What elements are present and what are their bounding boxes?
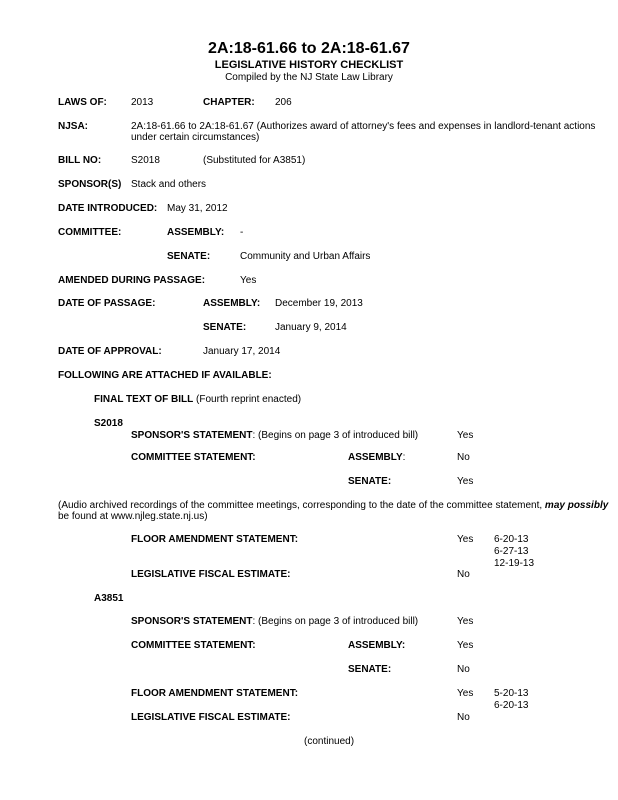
s2018-fiscal-label: LEGISLATIVE FISCAL ESTIMATE: <box>131 569 291 580</box>
attached-heading: FOLLOWING ARE ATTACHED IF AVAILABLE: <box>58 370 272 381</box>
chapter-label: CHAPTER: <box>203 97 255 108</box>
committee-senate-value: Community and Urban Affairs <box>240 251 371 262</box>
audio-note-emphasis: may possibly <box>544 500 609 511</box>
passage-senate-label: SENATE: <box>203 322 247 333</box>
committee-senate-label: SENATE: <box>167 251 211 262</box>
date-of-approval-value: January 17, 2014 <box>203 346 281 357</box>
s2018-committee-label: COMMITTEE STATEMENT: <box>131 452 256 463</box>
page-subtitle: LEGISLATIVE HISTORY CHECKLIST <box>214 59 404 71</box>
s2018-fiscal-value: No <box>457 569 470 580</box>
s2018-assembly <box>348 452 405 464</box>
a3851-senate-value: No <box>457 664 470 675</box>
laws-of-label: LAWS OF: <box>58 97 107 108</box>
a3851-heading: A3851 <box>94 593 124 604</box>
s2018-assembly-colon: : <box>402 452 406 463</box>
passage-assembly-value: December 19, 2013 <box>275 298 363 309</box>
passage-assembly-label: ASSEMBLY: <box>203 298 261 309</box>
njsa-line-2: under certain circumstances) <box>131 132 260 143</box>
final-text-row <box>94 394 301 406</box>
committee-label: COMMITTEE: <box>58 227 122 238</box>
bill-no-note: (Substituted for A3851) <box>203 155 306 166</box>
sponsor-value: Stack and others <box>131 179 207 190</box>
njsa-label: NJSA: <box>58 121 89 132</box>
s2018-senate-value: Yes <box>457 476 474 487</box>
date-of-approval-label: DATE OF APPROVAL: <box>58 346 162 357</box>
final-text-label: FINAL TEXT OF BILL <box>94 394 194 405</box>
a3851-floor-date-2: 6-20-13 <box>494 700 529 711</box>
s2018-heading: S2018 <box>94 418 123 429</box>
s2018-floor-value: Yes <box>457 534 474 545</box>
passage-senate-value: January 9, 2014 <box>275 322 347 333</box>
bill-no-label: BILL NO: <box>58 155 102 166</box>
s2018-sponsor-value: Yes <box>457 430 474 441</box>
a3851-sponsor-note: : (Begins on page 3 of introduced bill) <box>252 616 419 627</box>
chapter-value: 206 <box>275 97 292 108</box>
page-title: 2A:18-61.66 to 2A:18-61.67 <box>208 40 410 57</box>
a3851-assembly-value: Yes <box>457 640 474 651</box>
audio-note-line-2: be found at www.njleg.state.nj.us) <box>58 511 208 522</box>
njsa-line-1: 2A:18-61.66 to 2A:18-61.67 (Authorizes award of attorney's fees and expenses in landlord-tenant actions <box>131 121 596 132</box>
s2018-senate-label: SENATE: <box>348 476 392 487</box>
s2018-floor-label: FLOOR AMENDMENT STATEMENT: <box>131 534 299 545</box>
a3851-committee-label: COMMITTEE STATEMENT: <box>131 640 256 651</box>
s2018-assembly-label: ASSEMBLY <box>348 452 403 463</box>
a3851-fiscal-value: No <box>457 712 470 723</box>
a3851-senate-label: SENATE: <box>348 664 392 675</box>
date-introduced-value: May 31, 2012 <box>167 203 228 214</box>
continued-note: (continued) <box>304 736 355 747</box>
bill-no-value: S2018 <box>131 155 160 166</box>
audio-note-text: (Audio archived recordings of the committee meetings, corresponding to the date of the committee statement, <box>58 500 545 511</box>
a3851-sponsor-value: Yes <box>457 616 474 627</box>
s2018-floor-date-1: 6-20-13 <box>494 534 529 545</box>
amended-label: AMENDED DURING PASSAGE: <box>58 275 206 286</box>
a3851-floor-label: FLOOR AMENDMENT STATEMENT: <box>131 688 299 699</box>
s2018-assembly-value: No <box>457 452 470 463</box>
s2018-sponsor-label: SPONSOR'S STATEMENT <box>131 430 253 441</box>
a3851-floor-date-1: 5-20-13 <box>494 688 529 699</box>
a3851-sponsor-label: SPONSOR'S STATEMENT <box>131 616 253 627</box>
s2018-floor-date-3: 12-19-13 <box>494 558 535 569</box>
s2018-sponsor-statement <box>131 430 418 442</box>
final-text-note: (Fourth reprint enacted) <box>196 394 302 405</box>
a3851-fiscal-label: LEGISLATIVE FISCAL ESTIMATE: <box>131 712 291 723</box>
a3851-assembly-label: ASSEMBLY: <box>348 640 406 651</box>
laws-of-value: 2013 <box>131 97 154 108</box>
s2018-floor-date-2: 6-27-13 <box>494 546 529 557</box>
date-introduced-label: DATE INTRODUCED: <box>58 203 158 214</box>
committee-assembly-value: - <box>240 227 244 238</box>
date-of-passage-label: DATE OF PASSAGE: <box>58 298 156 309</box>
a3851-sponsor-statement <box>131 616 418 628</box>
committee-assembly-label: ASSEMBLY: <box>167 227 225 238</box>
amended-value: Yes <box>240 275 257 286</box>
a3851-floor-value: Yes <box>457 688 474 699</box>
sponsor-label: SPONSOR(S) <box>58 179 122 190</box>
compiled-by: Compiled by the NJ State Law Library <box>225 72 393 83</box>
s2018-sponsor-note: : (Begins on page 3 of introduced bill) <box>252 430 419 441</box>
